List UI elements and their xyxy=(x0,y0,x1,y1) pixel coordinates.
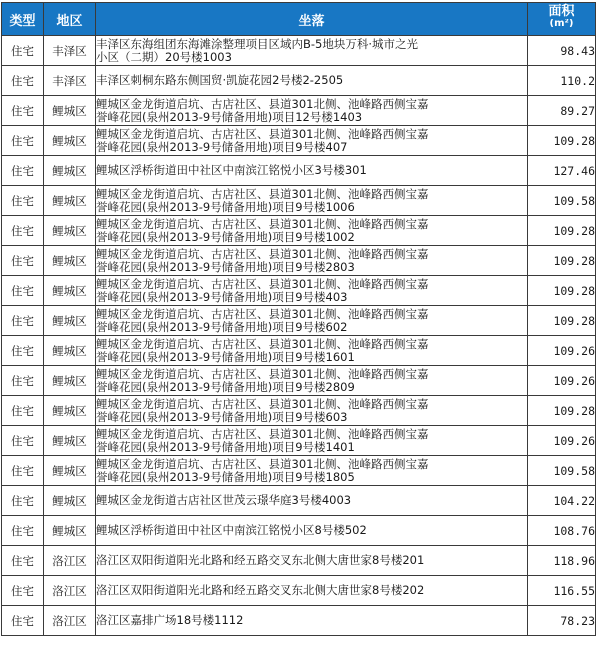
address-line-2: 誉峰花园(泉州2013-9号储备用地)项目9号楼2809 xyxy=(96,380,355,394)
address-line-2: 誉峰花园(泉州2013-9号储备用地)项目9号楼403 xyxy=(96,290,348,304)
cell-district: 丰泽区 xyxy=(44,36,96,66)
address-line-1: 鲤城区金龙街道启坑、古店社区、县道301北侧、池峰路西侧宝嘉 xyxy=(96,277,429,291)
cell-district: 鲤城区 xyxy=(44,486,96,516)
address-line-2: 誉峰花园(泉州2013-9号储备用地)项目9号楼1601 xyxy=(96,350,355,364)
cell-type: 住宅 xyxy=(2,96,44,126)
table-row xyxy=(2,396,596,426)
cell-type: 住宅 xyxy=(2,216,44,246)
cell-area: 78.23 xyxy=(528,606,596,636)
cell-district: 鲤城区 xyxy=(44,456,96,486)
cell-type: 住宅 xyxy=(2,426,44,456)
table-row xyxy=(2,486,596,516)
table-row xyxy=(2,126,596,156)
table-row xyxy=(2,336,596,366)
address-line-1: 鲤城区金龙街道启坑、古店社区、县道301北侧、池峰路西侧宝嘉 xyxy=(96,187,429,201)
table-row xyxy=(2,246,596,276)
cell-district: 洛江区 xyxy=(44,576,96,606)
cell-address xyxy=(96,276,528,306)
cell-district: 洛江区 xyxy=(44,606,96,636)
cell-address xyxy=(96,426,528,456)
cell-district: 鲤城区 xyxy=(44,516,96,546)
cell-area: 118.96 xyxy=(528,546,596,576)
cell-type: 住宅 xyxy=(2,546,44,576)
cell-area: 109.28 xyxy=(528,126,596,156)
table-row xyxy=(2,576,596,606)
address-line-1: 鲤城区金龙街道启坑、古店社区、县道301北侧、池峰路西侧宝嘉 xyxy=(96,247,429,261)
address-line-1: 洛江区嘉排广场18号楼1112 xyxy=(96,614,244,627)
address-line-1: 鲤城区金龙街道启坑、古店社区、县道301北侧、池峰路西侧宝嘉 xyxy=(96,397,429,411)
table-row xyxy=(2,606,596,636)
cell-address xyxy=(96,186,528,216)
address-line-1: 鲤城区金龙街道古店社区世茂云璟华庭3号楼4003 xyxy=(96,494,352,507)
address-line-1: 洛江区双阳街道阳光北路和经五路交叉东北侧大唐世家8号楼201 xyxy=(96,554,425,567)
cell-area: 109.28 xyxy=(528,306,596,336)
cell-area: 104.22 xyxy=(528,486,596,516)
table-row xyxy=(2,186,596,216)
cell-address xyxy=(96,126,528,156)
cell-address xyxy=(96,216,528,246)
address-line-1: 鲤城区金龙街道启坑、古店社区、县道301北侧、池峰路西侧宝嘉 xyxy=(96,307,429,321)
cell-district: 鲤城区 xyxy=(44,156,96,186)
cell-area: 109.28 xyxy=(528,246,596,276)
cell-district: 鲤城区 xyxy=(44,396,96,426)
address-line-2: 誉峰花园(泉州2013-9号储备用地)项目9号楼407 xyxy=(96,140,348,154)
header-district: 地区 xyxy=(44,3,96,36)
address-line-2: 誉峰花园(泉州2013-9号储备用地)项目9号楼1002 xyxy=(96,230,355,244)
address-line-1: 丰泽区刺桐东路东侧国贸·凯旋花园2号楼2-2505 xyxy=(96,74,344,87)
header-area-label: 面积 xyxy=(548,4,575,19)
address-line-1: 鲤城区金龙街道启坑、古店社区、县道301北侧、池峰路西侧宝嘉 xyxy=(96,217,429,231)
table-row xyxy=(2,276,596,306)
cell-type: 住宅 xyxy=(2,576,44,606)
address-line-2: 誉峰花园(泉州2013-9号储备用地)项目9号楼2803 xyxy=(96,260,355,274)
table-body xyxy=(2,36,596,636)
cell-address xyxy=(96,366,528,396)
address-line-1: 鲤城区金龙街道启坑、古店社区、县道301北侧、池峰路西侧宝嘉 xyxy=(96,427,429,441)
cell-type: 住宅 xyxy=(2,516,44,546)
table-row xyxy=(2,516,596,546)
cell-area: 109.58 xyxy=(528,186,596,216)
address-line-1: 鲤城区金龙街道启坑、古店社区、县道301北侧、池峰路西侧宝嘉 xyxy=(96,367,429,381)
address-line-2: 誉峰花园(泉州2013-9号储备用地)项目9号楼1805 xyxy=(96,470,355,484)
address-line-2: 小区（二期）20号楼1003 xyxy=(96,50,232,64)
table-row xyxy=(2,66,596,96)
table-row xyxy=(2,156,596,186)
cell-district: 鲤城区 xyxy=(44,216,96,246)
cell-type: 住宅 xyxy=(2,156,44,186)
cell-address xyxy=(96,36,528,66)
header-area-unit: (m²) xyxy=(549,19,574,27)
cell-district: 鲤城区 xyxy=(44,246,96,276)
cell-type: 住宅 xyxy=(2,306,44,336)
address-line-2: 誉峰花园(泉州2013-9号储备用地)项目9号楼602 xyxy=(96,320,348,334)
address-line-1: 洛江区双阳街道阳光北路和经五路交叉东北侧大唐世家8号楼202 xyxy=(96,584,425,597)
cell-area: 109.26 xyxy=(528,426,596,456)
address-line-1: 鲤城区浮桥街道田中社区中南滨江铭悦小区3号楼301 xyxy=(96,164,367,177)
table-header xyxy=(2,3,596,36)
cell-area: 110.2 xyxy=(528,66,596,96)
address-line-1: 鲤城区浮桥街道田中社区中南滨江铭悦小区8号楼502 xyxy=(96,524,367,537)
cell-type: 住宅 xyxy=(2,66,44,96)
cell-area: 109.28 xyxy=(528,276,596,306)
address-line-1: 鲤城区金龙街道启坑、古店社区、县道301北侧、池峰路西侧宝嘉 xyxy=(96,337,429,351)
header-address: 坐落 xyxy=(96,3,528,36)
cell-district: 鲤城区 xyxy=(44,366,96,396)
cell-district: 鲤城区 xyxy=(44,276,96,306)
address-line-2: 誉峰花园(泉州2013-9号储备用地)项目9号楼1006 xyxy=(96,200,355,214)
cell-area: 127.46 xyxy=(528,156,596,186)
cell-type: 住宅 xyxy=(2,186,44,216)
cell-district: 洛江区 xyxy=(44,546,96,576)
cell-district: 丰泽区 xyxy=(44,66,96,96)
cell-district: 鲤城区 xyxy=(44,126,96,156)
cell-type: 住宅 xyxy=(2,486,44,516)
address-line-1: 鲤城区金龙街道启坑、古店社区、县道301北侧、池峰路西侧宝嘉 xyxy=(96,127,429,141)
address-line-1: 鲤城区金龙街道启坑、古店社区、县道301北侧、池峰路西侧宝嘉 xyxy=(96,457,429,471)
cell-type: 住宅 xyxy=(2,456,44,486)
cell-area: 109.58 xyxy=(528,456,596,486)
cell-type: 住宅 xyxy=(2,246,44,276)
header-row xyxy=(2,3,596,36)
table-row xyxy=(2,36,596,66)
table-row xyxy=(2,366,596,396)
cell-area: 108.76 xyxy=(528,516,596,546)
address-line-2: 誉峰花园(泉州2013-9号储备用地)项目9号楼1401 xyxy=(96,440,355,454)
cell-address xyxy=(96,306,528,336)
cell-area: 98.43 xyxy=(528,36,596,66)
cell-type: 住宅 xyxy=(2,36,44,66)
cell-address xyxy=(96,246,528,276)
property-table xyxy=(1,2,596,636)
cell-type: 住宅 xyxy=(2,126,44,156)
header-type: 类型 xyxy=(2,3,44,36)
cell-area: 109.26 xyxy=(528,366,596,396)
cell-area: 109.28 xyxy=(528,396,596,426)
cell-address xyxy=(96,606,528,636)
table-row xyxy=(2,456,596,486)
header-area xyxy=(528,3,596,36)
cell-district: 鲤城区 xyxy=(44,186,96,216)
cell-district: 鲤城区 xyxy=(44,306,96,336)
cell-area: 109.28 xyxy=(528,216,596,246)
cell-type: 住宅 xyxy=(2,336,44,366)
table-row xyxy=(2,546,596,576)
cell-area: 109.26 xyxy=(528,336,596,366)
cell-type: 住宅 xyxy=(2,606,44,636)
cell-address xyxy=(96,96,528,126)
cell-area: 116.55 xyxy=(528,576,596,606)
cell-address xyxy=(96,66,528,96)
table-row xyxy=(2,306,596,336)
cell-district: 鲤城区 xyxy=(44,96,96,126)
cell-type: 住宅 xyxy=(2,396,44,426)
cell-area: 89.27 xyxy=(528,96,596,126)
address-line-1: 鲤城区金龙街道启坑、古店社区、县道301北侧、池峰路西侧宝嘉 xyxy=(96,97,429,111)
address-line-1: 丰泽区东海组团东海滩涂整理项目区域内B-5地块万科·城市之光 xyxy=(96,37,419,51)
address-line-2: 誉峰花园(泉州2013-9号储备用地)项目12号楼1403 xyxy=(96,110,363,124)
cell-address xyxy=(96,456,528,486)
cell-address xyxy=(96,156,528,186)
cell-address xyxy=(96,486,528,516)
table-row xyxy=(2,426,596,456)
cell-address xyxy=(96,336,528,366)
cell-district: 鲤城区 xyxy=(44,336,96,366)
cell-address xyxy=(96,576,528,606)
cell-district: 鲤城区 xyxy=(44,426,96,456)
table-row xyxy=(2,216,596,246)
cell-address xyxy=(96,546,528,576)
cell-type: 住宅 xyxy=(2,276,44,306)
cell-address xyxy=(96,396,528,426)
address-line-2: 誉峰花园(泉州2013-9号储备用地)项目9号楼603 xyxy=(96,410,348,424)
cell-address xyxy=(96,516,528,546)
cell-type: 住宅 xyxy=(2,366,44,396)
table-row xyxy=(2,96,596,126)
